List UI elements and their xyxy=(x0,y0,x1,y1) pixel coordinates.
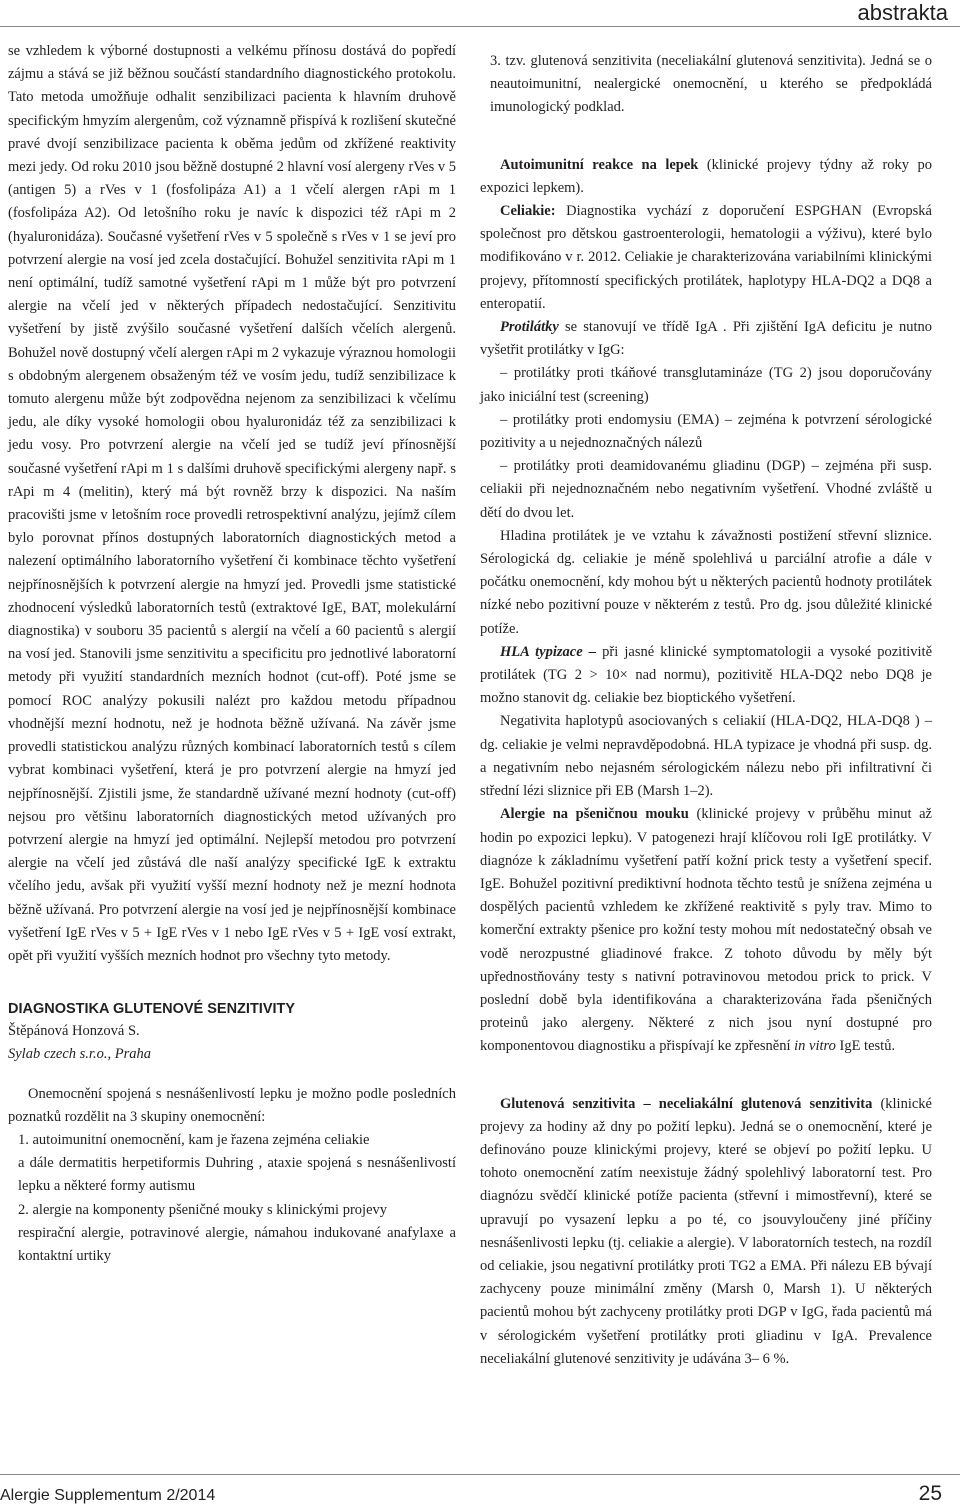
right-column xyxy=(480,50,932,1371)
celiakie-paragraph xyxy=(480,200,932,316)
autoimmune-paragraph xyxy=(480,154,932,200)
abstract-affiliation: Sylab czech s.r.o., Praha xyxy=(8,1046,151,1063)
footer-divider xyxy=(0,1474,960,1475)
list-item-2-rest: respirační alergie, potravinové alergie, námahou indukované anafylaxe a kontaktní urtiky xyxy=(18,1224,456,1264)
alergie-italic: in vitro xyxy=(794,1038,836,1055)
autoimmune-heading: Autoimunitní reakce na lepek xyxy=(500,156,699,173)
hla-paragraph xyxy=(480,641,932,711)
list-item-1-first: 1. autoimunitní onemocnění, kam je řazena zejména celiakie xyxy=(18,1131,370,1148)
left-column xyxy=(8,40,456,1268)
dash-item-3: – protilátky proti deamidovanému gliadinu (DGP) – zejména při susp. celiakii při nejednoznačném nebo negativním vyšetření. Vhodné zvláště u dětí do dvou let. xyxy=(480,458,932,521)
celiakie-heading: Celiakie: xyxy=(500,203,556,220)
gluten-paragraph xyxy=(480,1093,932,1371)
hladina-paragraph: Hladina protilátek je ve vztahu k závažnosti postižení střevní sliznice. Sérologická dg. celiakie je méně spolehlivá u parciální atrofie a dále v počátku onemocnění, kdy mohou být u některých pacientů hodnoty protilátek nízké nebo pozitivní pouze v některém z testů. Pro dg. jsou důležité klinické potíže. xyxy=(480,527,932,637)
dash-item-2: – protilátky proti endomysiu (EMA) – zejména k potvrzení sérologické pozitivity a u nejednoznačných nálezů xyxy=(480,411,932,452)
header-divider xyxy=(0,26,960,27)
list-item-1-rest: a dále dermatitis herpetiformis Duhring , ataxie spojená s nesnášenlivostí lepku a některé formy autismu xyxy=(18,1155,456,1195)
gluten-heading: Glutenová senzitivita – neceliakální glutenová senzitivita xyxy=(500,1095,873,1112)
abstract-heading: DIAGNOSTIKA GLUTENOVÉ SENZITIVITY xyxy=(8,1001,296,1018)
autoimmune-text: (klinické projevy týdny až roky po expozici lepkem). xyxy=(480,156,932,196)
celiakie-text: Diagnostika vychází z doporučení ESPGHAN (Evropská společnost pro dětskou gastroenterologii, hematologii a výživu), které bylo modifikováno v r. 2012. Celiakie je charakterizována variabilními klinickými projevy, přítomností specifických protilátek, haplotypy HLA-DQ2 a DQ8 a enteropatií. xyxy=(480,203,932,312)
hla-heading: HLA typizace – xyxy=(500,643,597,660)
protilatky-text: se stanovují ve třídě IgA . Při zjištění IgA deficitu je nutno vyšetřit protilátky v IgG: xyxy=(480,319,932,359)
section-label: abstrakta xyxy=(857,0,948,25)
list-item-2 xyxy=(8,1199,456,1269)
protilatky-heading: Protilátky xyxy=(500,319,559,336)
abstract-author: Štěpánová Honzová S. xyxy=(8,1023,140,1040)
gluten-text: (klinické projevy za hodiny až dny po požití lepku). Jedná se o onemocnění, které je definováno pouze klinickými projevy, které se objeví po požití lepku. U tohoto onemocnění zatím neexistuje žádný spolehlivý laboratorní test. Pro diagnózu svědčí klinické potíže pacienta (střevní i mimostřevní), které se upravují po vysazení lepku a po té, co jsouvyloučeny jiné příčiny nesnášenlivosti lepku (tj. celiakie a alergie). V laboratorních testech, na rozdíl od celiakie, jsou negativní protilátky proti TG2 a EMA. Při nálezu EB bývají zachyceny pouze minimální změny (Marsh 0, Marsh 1). U některých pacientů mohou být zachyceny protilátky proti DGP v IgG, řada pacientů má v sérologickém vyšetření protilátky proti gliadinu v IgA. Prevalence neceliakální glutenové senzitivity je udávána 3– 6 %. xyxy=(480,1095,932,1367)
protilatky-paragraph xyxy=(480,316,932,362)
page-number: 25 xyxy=(918,1482,942,1505)
alergie-paragraph xyxy=(480,803,932,1058)
abstract-body-text: se vzhledem k výborné dostupnosti a velkému přínosu dostává do popředí zájmu a stává se již běžnou součástí standardního diagnostického protokolu. Tato metoda umožňuje odhalit senzibilizaci pacienta k hlavním druhově specifickým hmyzím alergenům, což významně přispívá k rozlišení skutečné pravé dvojí senzibilizace pacienta k oběma jedům od zkřížené reaktivity mezi jedy. Od roku 2010 jsou běžně dostupné 2 hlavní vosí alergeny rVes v 5 (antigen 5) a rVes v 1 (fosfolipáza A1) a 1 včelí alergen rApi m 1 (fosfolipáza A2). Od letošního roku je navíc k dispozici též rApi m 2 (hyaluronidáza). Současné vyšetření rVes v 5 společně s rVes v 1 se jeví pro potvrzení alergie na vosí jed zcela dostačující. Bohužel senzitivita rApi m 1 není optimální, tudíž samotné vyšetření rApi m 1 může být pro potvrzení alergie na včelí jed v některých případech nedostačující. Senzitivitu vyšetření by jistě zvýšilo současné vyšetření dalších včelích alergenů. Bohužel nově dostupný včelí alergen rApi m 2 vykazuje výraznou homologii s obdobným alergenem obsaženým též ve vosím jedu, tudíž senzibilizace k tomuto alergenu může být zodpovědna nejenom za senzibilizaci k včelímu jedu, ale díky vysoké homologii obou hyaluronidáz též za senzibilizaci k jedu vosy. Pro potvrzení alergie na včelí jed se tudíž jeví přínosnější současné vyšetření rApi m 1 s dalšími druhově specifickými alergeny např. s rApi m 4 (melitin), který má být rovněž brzy k dispozici. Na naším pracovišti jsme v letošním roce provedli retrospektivní analýzu, jejímž cílem bylo porovnat přínos dostupných laboratorních diagnostických metod a nalezení optimálního laboratorního vyšetření či kombinace těchto vyšetření nejpřínosnějších k potvrzení alergie na hmyzí jed. Provedli jsme statistické zhodnocení výsledků laboratorních testů (extraktové IgE, BAT, molekulární diagnostika) v souboru 35 pacientů s alergií na včelí a 60 pacientů s alergií na vosí jed. Stanovili jsme senzitivitu a specificitu pro jednotlivé laboratorní metody při využití standardních mezních hodnot (cut-off). Poté jsme se pomocí ROC analýzy pokusili nalézt pro každou metodu případnou vhodnější mezní hodnotu, než je hodnota běžně užívaná. Na závěr jsme provedli statistickou analýzu různých kombinací laboratorních testů s cílem vybrat kombinaci vyšetření, která je pro potvrzení alergie na hmyzí jed nejpřínosnější. Zjistili jsme, že standardně užívané mezní hodnoty (cut-off) nejsou pro většinu laboratorních diagnostických metod užívaných pro potvrzení alergie na hmyzí jed optimální. Nejlepší metodou pro potvrzení alergie na včelí jed zůstává dle naší analýzy specifické IgE k extraktu včelího jedu, avšak při využití vyšší mezní hodnoty než je mezní hodnota běžně užívaná. Pro potvrzení alergie na vosí jed je nejpřínosnější kombinace vyšetření IgE rVes v 5 + IgE rVes v 1 nebo IgE rVes v 5 + IgE vosí extrakt, opět při využití vyšších mezních hodnot pro všechny tyto metody. xyxy=(8,43,456,964)
journal-name: Alergie Supplementum 2/2014 xyxy=(0,1487,216,1504)
list-item-1 xyxy=(8,1129,456,1199)
alergie-text: (klinické projevy v průběhu minut až hodin po expozici lepku). V patogenezi hrají klíčovou roli IgE protilátky. V diagnóze k základnímu vyšetření patří kožní prick testy a vyšetření specif. IgE. Bohužel pozitivní prediktivní hodnota těchto testů je snížena zejména u dospělých pacientů vzhledem ke zkřížené reaktivitě s pyly trav. Mimo to komerční extrakty pšenice pro kožní testy mohou mít nedostatečný obsah ve vodě nerozpustné gliadinové frakce. Z tohoto důvodu by měly být upřednostňovány testy s nativní potravinovou metodou prick to prick. V poslední době byla identifikována a charakterizována řada pšeničných proteinů jako alergeny. Některé z nich jsou nyní dostupné pro komponentovou diagnostiku a přispívají ke zpřesnění xyxy=(480,806,932,1055)
hla-text: při jasné klinické symptomatologii a vysoké pozitivitě protilátek (TG 2 > 10× nad normu), pozitivitě HLA-DQ2 nebo DQ8 je možno stanovit dg. celiakie bez bioptického vyšetření. xyxy=(480,643,933,707)
alergie-heading: Alergie na pšeničnou mouku xyxy=(500,806,689,823)
negativita-paragraph: Negativita haplotypů asociovaných s celiakií (HLA-DQ2, HLA-DQ8 ) – dg. celiakie je velmi nepravděpodobná. HLA typizace je vhodná při susp. dg. a negativním nebo nejasném sérologickém nálezu nebo při infiltrativní či střední lézi sliznice při EB (Marsh 1–2). xyxy=(480,713,932,800)
alergie-end: IgE testů. xyxy=(835,1038,896,1055)
list-item-2-first: 2. alergie na komponenty pšeničné mouky s klinickými projevy xyxy=(18,1201,388,1218)
list-item-3: 3. tzv. glutenová senzitivita (neceliakální glutenová senzitivita). Jedná se o neautoimunitní, nealergické onemocnění, u kterého se předpokládá imunologický podklad. xyxy=(490,53,932,116)
intro-paragraph: Onemocnění spojená s nesnášenlivostí lepku je možno podle posledních poznatků rozdělit na 3 skupiny onemocnění: xyxy=(8,1085,456,1125)
dash-item-1: – protilátky proti tkáňové transglutamináze (TG 2) jsou doporučovány jako iniciální test (screening) xyxy=(480,365,932,405)
